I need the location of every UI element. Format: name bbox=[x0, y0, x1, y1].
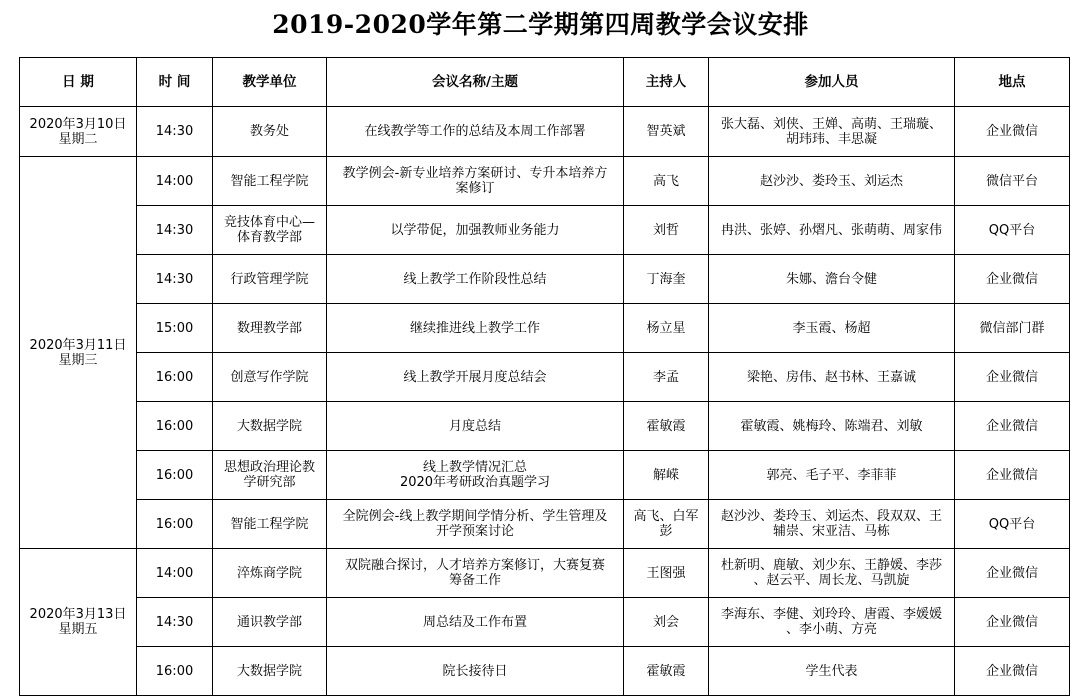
table-row bbox=[20, 451, 1070, 500]
table-row bbox=[20, 598, 1070, 647]
place-cell: 企业微信 bbox=[955, 402, 1070, 451]
table-row bbox=[20, 206, 1070, 255]
place-cell: 微信部门群 bbox=[955, 304, 1070, 353]
place-cell: 企业微信 bbox=[955, 647, 1070, 696]
table-row bbox=[20, 304, 1070, 353]
host-cell: 解嵘 bbox=[624, 451, 709, 500]
time-cell: 14:00 bbox=[137, 157, 213, 206]
time-cell: 16:00 bbox=[137, 402, 213, 451]
meeting-schedule-table bbox=[19, 57, 1070, 696]
place-cell: 企业微信 bbox=[955, 549, 1070, 598]
place-cell: 企业微信 bbox=[955, 255, 1070, 304]
place-cell: 企业微信 bbox=[955, 598, 1070, 647]
unit-cell: 智能工程学院 bbox=[213, 157, 327, 206]
table-row bbox=[20, 549, 1070, 598]
participants-cell: 赵沙沙、娄玲玉、刘运杰、段双双、王 辅崇、宋亚洁、马栋 bbox=[709, 500, 955, 549]
time-cell: 14:30 bbox=[137, 255, 213, 304]
place-cell: 企业微信 bbox=[955, 353, 1070, 402]
topic-cell: 线上教学工作阶段性总结 bbox=[327, 255, 624, 304]
host-cell: 刘哲 bbox=[624, 206, 709, 255]
place-cell: QQ平台 bbox=[955, 206, 1070, 255]
topic-cell: 线上教学情况汇总 2020年考研政治真题学习 bbox=[327, 451, 624, 500]
time-cell: 16:00 bbox=[137, 353, 213, 402]
host-cell: 王图强 bbox=[624, 549, 709, 598]
unit-cell: 行政管理学院 bbox=[213, 255, 327, 304]
participants-cell: 杜新明、鹿敏、刘少东、王静媛、李莎 、赵云平、周长龙、马凯旋 bbox=[709, 549, 955, 598]
header-topic: 会议名称/主题 bbox=[327, 58, 624, 107]
unit-cell: 通识教学部 bbox=[213, 598, 327, 647]
table-row bbox=[20, 402, 1070, 451]
participants-cell: 李海东、李健、刘玲玲、唐霞、李媛媛 、李小萌、方亮 bbox=[709, 598, 955, 647]
time-cell: 14:30 bbox=[137, 206, 213, 255]
participants-cell: 学生代表 bbox=[709, 647, 955, 696]
host-cell: 杨立星 bbox=[624, 304, 709, 353]
table-row bbox=[20, 107, 1070, 157]
header-place: 地点 bbox=[955, 58, 1070, 107]
header-unit: 教学单位 bbox=[213, 58, 327, 107]
place-cell: 微信平台 bbox=[955, 157, 1070, 206]
table-row bbox=[20, 255, 1070, 304]
host-cell: 高飞、白军 彭 bbox=[624, 500, 709, 549]
topic-cell: 全院例会-线上教学期间学情分析、学生管理及 开学预案讨论 bbox=[327, 500, 624, 549]
participants-cell: 朱娜、澹台令健 bbox=[709, 255, 955, 304]
place-cell: 企业微信 bbox=[955, 451, 1070, 500]
time-cell: 14:30 bbox=[137, 598, 213, 647]
time-cell: 14:00 bbox=[137, 549, 213, 598]
topic-cell: 教学例会-新专业培养方案研讨、专升本培养方 案修订 bbox=[327, 157, 624, 206]
place-cell: QQ平台 bbox=[955, 500, 1070, 549]
topic-cell: 线上教学开展月度总结会 bbox=[327, 353, 624, 402]
topic-cell: 在线教学等工作的总结及本周工作部署 bbox=[327, 107, 624, 157]
host-cell: 霍敏霞 bbox=[624, 402, 709, 451]
host-cell: 李孟 bbox=[624, 353, 709, 402]
host-cell: 霍敏霞 bbox=[624, 647, 709, 696]
table-row bbox=[20, 500, 1070, 549]
unit-cell: 大数据学院 bbox=[213, 647, 327, 696]
unit-cell: 大数据学院 bbox=[213, 402, 327, 451]
date-cell: 2020年3月10日 星期二 bbox=[20, 107, 137, 157]
place-cell: 企业微信 bbox=[955, 107, 1070, 157]
time-cell: 14:30 bbox=[137, 107, 213, 157]
unit-cell: 数理教学部 bbox=[213, 304, 327, 353]
host-cell: 丁海奎 bbox=[624, 255, 709, 304]
host-cell: 智英斌 bbox=[624, 107, 709, 157]
unit-cell: 思想政治理论教 学研究部 bbox=[213, 451, 327, 500]
unit-cell: 教务处 bbox=[213, 107, 327, 157]
participants-cell: 梁艳、房伟、赵书林、王嘉诚 bbox=[709, 353, 955, 402]
unit-cell: 智能工程学院 bbox=[213, 500, 327, 549]
topic-cell: 月度总结 bbox=[327, 402, 624, 451]
unit-cell: 创意写作学院 bbox=[213, 353, 327, 402]
time-cell: 16:00 bbox=[137, 647, 213, 696]
time-cell: 16:00 bbox=[137, 500, 213, 549]
topic-cell: 双院融合探讨，人才培养方案修订，大赛复赛 筹备工作 bbox=[327, 549, 624, 598]
date-cell: 2020年3月13日 星期五 bbox=[20, 549, 137, 696]
unit-cell: 竞技体育中心— 体育教学部 bbox=[213, 206, 327, 255]
topic-cell: 周总结及工作布置 bbox=[327, 598, 624, 647]
time-cell: 16:00 bbox=[137, 451, 213, 500]
page-title: 2019-2020学年第二学期第四周教学会议安排 bbox=[272, 10, 809, 39]
header-row bbox=[20, 58, 1070, 107]
participants-cell: 郭亮、毛子平、李菲菲 bbox=[709, 451, 955, 500]
header-time: 时 间 bbox=[137, 58, 213, 107]
participants-cell: 霍敏霞、姚梅玲、陈端君、刘敏 bbox=[709, 402, 955, 451]
table-row bbox=[20, 647, 1070, 696]
header-host: 主持人 bbox=[624, 58, 709, 107]
host-cell: 高飞 bbox=[624, 157, 709, 206]
host-cell: 刘会 bbox=[624, 598, 709, 647]
topic-cell: 以学带促，加强教师业务能力 bbox=[327, 206, 624, 255]
topic-cell: 院长接待日 bbox=[327, 647, 624, 696]
participants-cell: 冉洪、张婷、孙熠凡、张萌萌、周家伟 bbox=[709, 206, 955, 255]
participants-cell: 李玉霞、杨超 bbox=[709, 304, 955, 353]
unit-cell: 淬炼商学院 bbox=[213, 549, 327, 598]
date-cell: 2020年3月11日 星期三 bbox=[20, 157, 137, 549]
table-row bbox=[20, 353, 1070, 402]
topic-cell: 继续推进线上教学工作 bbox=[327, 304, 624, 353]
header-date: 日 期 bbox=[20, 58, 137, 107]
time-cell: 15:00 bbox=[137, 304, 213, 353]
table-row bbox=[20, 157, 1070, 206]
header-participants: 参加人员 bbox=[709, 58, 955, 107]
participants-cell: 赵沙沙、娄玲玉、刘运杰 bbox=[709, 157, 955, 206]
participants-cell: 张大磊、刘侠、王婵、高萌、王瑞璇、 胡玮玮、丰思凝 bbox=[709, 107, 955, 157]
